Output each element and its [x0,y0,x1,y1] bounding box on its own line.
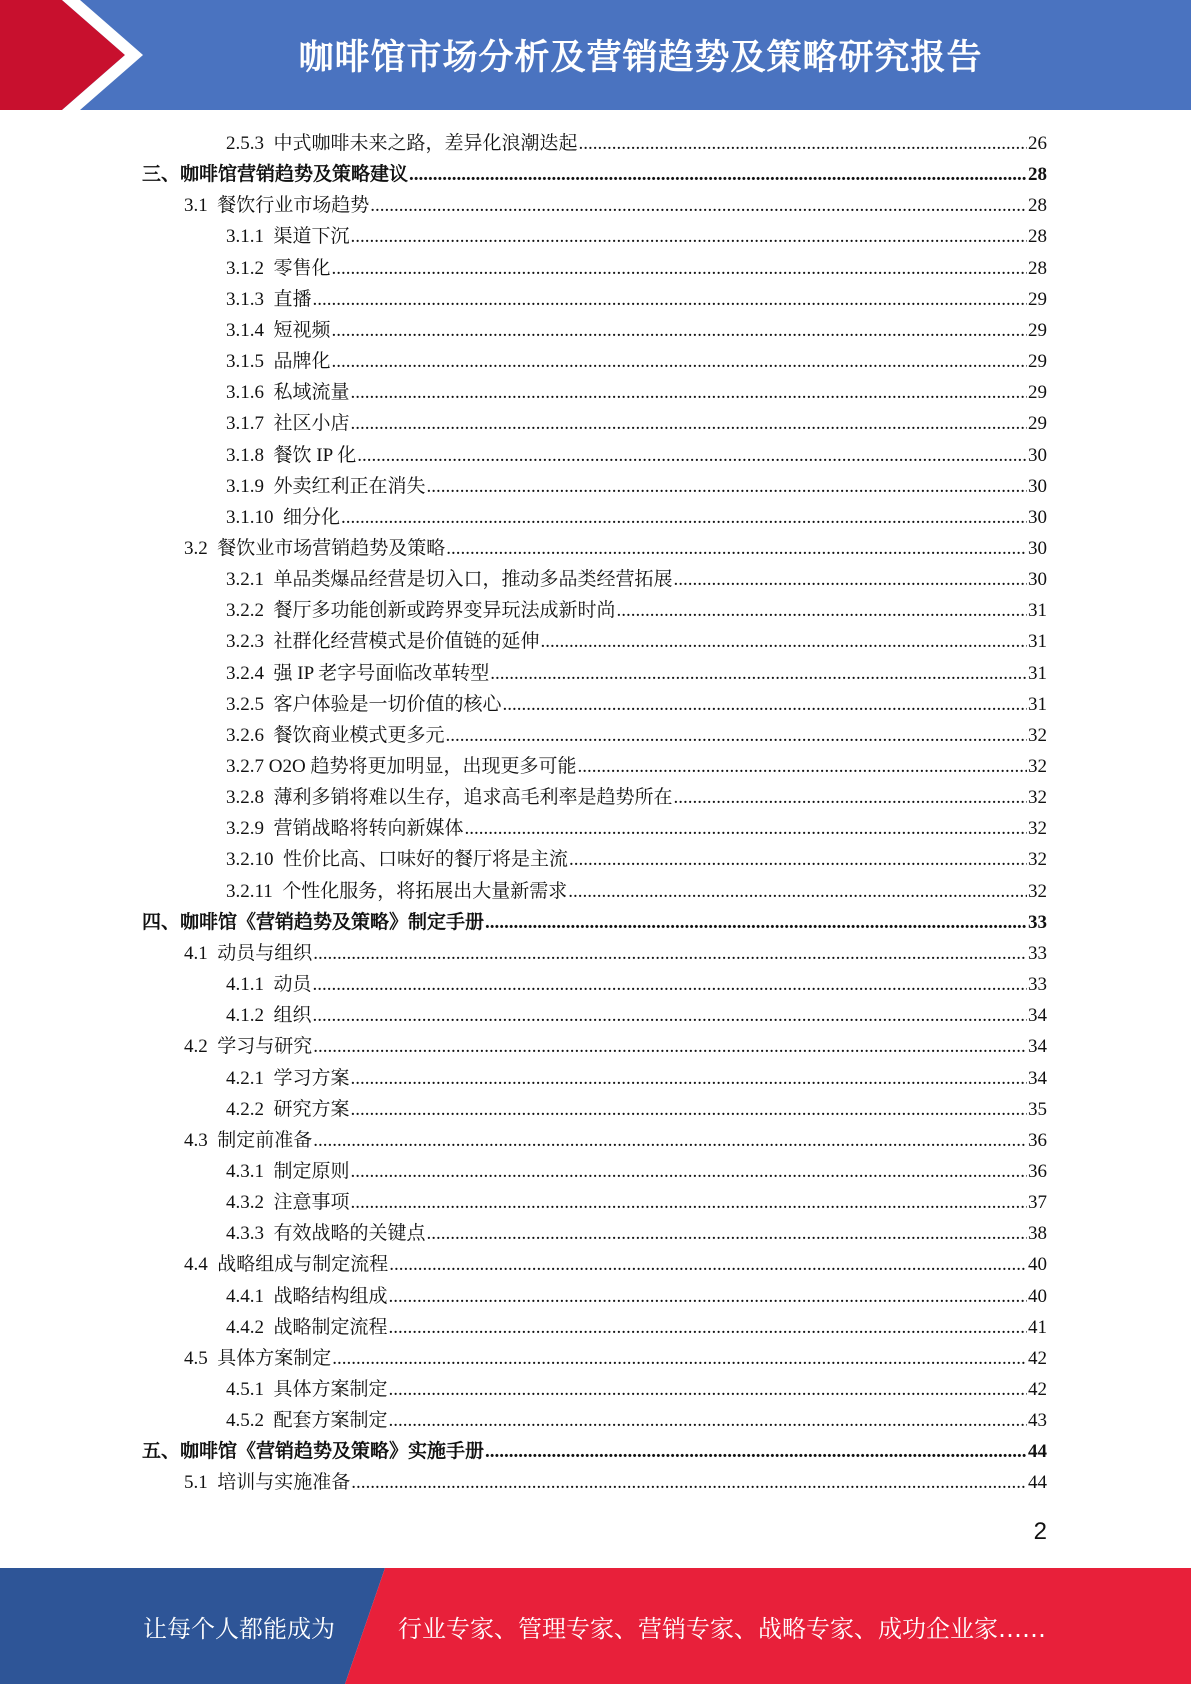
toc-dot-leader [446,720,1027,751]
toc-entry-page: 32 [1028,725,1047,746]
toc-entry[interactable] [226,1281,1047,1312]
toc-entry-page: 37 [1028,1192,1047,1213]
toc-entry-label: 4.5 具体方案制定 [184,1348,332,1369]
report-title: 咖啡馆市场分析及营销趋势及策略研究报告 [298,38,983,78]
toc-entry-page: 44 [1028,1441,1047,1462]
toc-dot-leader [351,1094,1027,1125]
toc-entry-page: 36 [1028,1130,1047,1151]
toc-dot-leader [351,408,1027,439]
toc-entry-label: 3.2.4 强 IP 老字号面临改革转型 [226,663,490,684]
red-chevron-graphic [0,0,150,110]
toc-entry[interactable] [226,876,1047,907]
toc-dot-leader [351,377,1027,408]
toc-entry[interactable] [226,315,1047,346]
toc-entry-label: 3.1.4 短视频 [226,320,331,341]
toc-dot-leader [351,1467,1027,1498]
toc-entry[interactable] [226,1156,1047,1187]
toc-dot-leader [579,128,1027,159]
toc-entry-label: 三、咖啡馆营销趋势及策略建议 [142,164,409,185]
toc-entry-page: 28 [1028,195,1047,216]
toc-dot-leader [569,844,1027,875]
toc-entry-page: 41 [1028,1317,1047,1338]
toc-entry-page: 40 [1028,1286,1047,1307]
toc-dot-leader [446,533,1027,564]
toc-dot-leader [332,315,1027,346]
toc-entry-label: 3.1.10 细分化 [226,507,341,528]
toc-dot-leader [503,689,1027,720]
toc-entry[interactable] [226,782,1047,813]
toc-entry-label: 五、咖啡馆《营销趋势及策略》实施手册 [142,1441,485,1462]
toc-dot-leader [577,751,1027,782]
toc-entry[interactable] [226,1405,1047,1436]
toc-entry-page: 30 [1028,445,1047,466]
toc-entry-label: 3.2.11 个性化服务，将拓展出大量新需求 [226,881,568,902]
toc-dot-leader [313,1000,1027,1031]
toc-dot-leader [389,1249,1027,1280]
toc-entry-page: 44 [1028,1472,1047,1493]
toc-entry[interactable] [184,1249,1047,1280]
toc-entry-page: 36 [1028,1161,1047,1182]
toc-entry-label: 3.1.5 品牌化 [226,351,331,372]
toc-entry[interactable] [226,253,1047,284]
footer-slogan-right: 行业专家、管理专家、营销专家、战略专家、成功企业家…… [398,1614,1046,1643]
toc-entry-label: 3.1 餐饮行业市场趋势 [184,195,370,216]
toc-entry[interactable] [226,595,1047,626]
toc-entry-label: 4.3.2 注意事项 [226,1192,350,1213]
toc-dot-leader [541,626,1027,657]
footer-slogan-left: 让每个人都能成为 [143,1614,335,1643]
toc-entry[interactable] [184,1031,1047,1062]
toc-entry-label: 3.2.7 O2O 趋势将更加明显，出现更多可能 [226,756,577,777]
toc-entry[interactable] [184,1343,1047,1374]
toc-entry[interactable] [226,502,1047,533]
toc-entry[interactable] [226,626,1047,657]
toc-entry[interactable] [142,1436,1047,1467]
toc-entry[interactable] [226,751,1047,782]
toc-entry-page: 30 [1028,476,1047,497]
toc-dot-leader [357,440,1027,471]
toc-entry-label: 3.2.10 性价比高、口味好的餐厅将是主流 [226,849,569,870]
toc-entry-page: 29 [1028,413,1047,434]
toc-entry[interactable] [226,1187,1047,1218]
toc-entry[interactable] [226,689,1047,720]
page-header [0,0,1191,110]
toc-entry-label: 3.1.9 外卖红利正在消失 [226,476,426,497]
toc-entry[interactable] [226,658,1047,689]
toc-entry-page: 32 [1028,881,1047,902]
toc-entry-page: 32 [1028,756,1047,777]
toc-entry[interactable] [184,1467,1047,1498]
toc-entry-page: 29 [1028,289,1047,310]
toc-entry-label: 4.2.2 研究方案 [226,1099,350,1120]
toc-entry-page: 31 [1028,694,1047,715]
toc-entry[interactable] [226,1312,1047,1343]
toc-entry-page: 26 [1028,133,1047,154]
toc-entry[interactable] [226,844,1047,875]
toc-entry-page: 32 [1028,849,1047,870]
toc-entry-label: 5.1 培训与实施准备 [184,1472,351,1493]
toc-dot-leader [351,1063,1027,1094]
toc-dot-leader [313,1125,1027,1156]
toc-dot-leader [341,502,1027,533]
toc-dot-leader [617,595,1027,626]
toc-dot-leader [674,564,1027,595]
toc-entry-label: 4.5.2 配套方案制定 [226,1410,388,1431]
toc-entry-page: 31 [1028,663,1047,684]
toc-dot-leader [313,938,1027,969]
toc-entry-label: 4.2.1 学习方案 [226,1068,350,1089]
toc-entry[interactable] [142,907,1047,938]
page-number: 2 [1033,1518,1047,1545]
toc-entry-page: 28 [1028,164,1047,185]
toc-entry[interactable] [226,720,1047,751]
toc-entry-label: 2.5.3 中式咖啡未来之路，差异化浪潮迭起 [226,133,578,154]
toc-dot-leader [332,253,1027,284]
toc-entry[interactable] [226,408,1047,439]
toc-entry-page: 33 [1028,912,1047,933]
toc-entry-label: 3.2.9 营销战略将转向新媒体 [226,818,464,839]
toc-entry[interactable] [184,533,1047,564]
toc-dot-leader [313,284,1027,315]
toc-entry-page: 34 [1028,1036,1047,1057]
toc-entry-page: 29 [1028,382,1047,403]
toc-dot-leader [389,1374,1027,1405]
toc-entry-label: 3.1.3 直播 [226,289,312,310]
toc-entry-label: 3.2.5 客户体验是一切价值的核心 [226,694,502,715]
toc-entry-page: 29 [1028,351,1047,372]
toc-entry-label: 4.2 学习与研究 [184,1036,313,1057]
toc-dot-leader [409,159,1027,190]
toc-entry-label: 4.4.1 战略结构组成 [226,1286,388,1307]
toc-entry-label: 3.2.6 餐饮商业模式更多元 [226,725,445,746]
toc-entry[interactable] [184,190,1047,221]
toc-entry[interactable] [226,471,1047,502]
toc-entry-page: 38 [1028,1223,1047,1244]
toc-entry-page: 35 [1028,1099,1047,1120]
toc-entry-page: 32 [1028,787,1047,808]
toc-dot-leader [465,813,1027,844]
toc-dot-leader [674,782,1027,813]
toc-entry-label: 3.2 餐饮业市场营销趋势及策略 [184,538,446,559]
page-footer [0,1568,1191,1684]
toc-entry-label: 4.4 战略组成与制定流程 [184,1254,389,1275]
toc-dot-leader [568,876,1027,907]
toc-entry-label: 3.2.8 薄利多销将难以生存，追求高毛利率是趋势所在 [226,787,673,808]
toc-entry-label: 3.2.1 单品类爆品经营是切入口，推动多品类经营拓展 [226,569,673,590]
toc-entry[interactable] [226,1218,1047,1249]
toc-entry-page: 30 [1028,538,1047,559]
toc-dot-leader [389,1312,1027,1343]
toc-entry-label: 3.1.2 零售化 [226,258,331,279]
toc-entry-page: 28 [1028,226,1047,247]
toc-dot-leader [351,1187,1027,1218]
toc-entry-page: 31 [1028,600,1047,621]
toc-entry-label: 4.5.1 具体方案制定 [226,1379,388,1400]
toc-entry-page: 32 [1028,818,1047,839]
toc-entry-label: 4.3 制定前准备 [184,1130,313,1151]
toc-entry-page: 40 [1028,1254,1047,1275]
toc-dot-leader [332,346,1027,377]
toc-entry[interactable] [226,1000,1047,1031]
toc-entry-page: 43 [1028,1410,1047,1431]
toc-entry-label: 3.1.8 餐饮 IP 化 [226,445,357,466]
toc-dot-leader [313,969,1027,1000]
toc-entry-page: 42 [1028,1348,1047,1369]
toc-entry-label: 3.2.3 社群化经营模式是价值链的延伸 [226,631,540,652]
toc-entry[interactable] [226,377,1047,408]
toc-entry[interactable] [226,440,1047,471]
toc-entry-page: 33 [1028,943,1047,964]
toc-entry[interactable] [184,1125,1047,1156]
toc-dot-leader [485,907,1027,938]
toc-entry-page: 33 [1028,974,1047,995]
toc-entry[interactable] [142,159,1047,190]
toc-dot-leader [370,190,1027,221]
toc-entry-page: 30 [1028,569,1047,590]
toc-entry[interactable] [226,1094,1047,1125]
toc-entry-page: 31 [1028,631,1047,652]
toc-dot-leader [427,1218,1027,1249]
toc-entry-label: 3.1.6 私域流量 [226,382,350,403]
toc-entry[interactable] [226,221,1047,252]
toc-entry-label: 4.1.1 动员 [226,974,312,995]
toc-dot-leader [490,658,1027,689]
toc-entry-label: 4.3.1 制定原则 [226,1161,350,1182]
toc-entry[interactable] [226,969,1047,1000]
toc-dot-leader [332,1343,1027,1374]
toc-dot-leader [427,471,1027,502]
toc-dot-leader [485,1436,1027,1467]
toc-entry-page: 34 [1028,1068,1047,1089]
toc-entry-label: 4.3.3 有效战略的关键点 [226,1223,426,1244]
toc-entry[interactable] [226,284,1047,315]
toc-entry-label: 4.4.2 战略制定流程 [226,1317,388,1338]
toc-dot-leader [389,1281,1027,1312]
toc-entry[interactable] [226,1063,1047,1094]
toc-entry[interactable] [184,938,1047,969]
toc-entry-label: 4.1.2 组织 [226,1005,312,1026]
toc-entry-page: 28 [1028,258,1047,279]
toc-entry-page: 29 [1028,320,1047,341]
toc-entry[interactable] [226,128,1047,159]
toc-entry-label: 3.1.1 渠道下沉 [226,226,350,247]
toc-dot-leader [351,221,1027,252]
toc-entry[interactable] [226,1374,1047,1405]
toc-entry-page: 42 [1028,1379,1047,1400]
toc-entry-page: 34 [1028,1005,1047,1026]
toc-entry-label: 四、咖啡馆《营销趋势及策略》制定手册 [142,912,485,933]
toc-dot-leader [313,1031,1027,1062]
toc-entry[interactable] [226,813,1047,844]
toc-dot-leader [351,1156,1027,1187]
toc-dot-leader [389,1405,1027,1436]
toc-entry-label: 3.1.7 社区小店 [226,413,350,434]
toc-entry-label: 4.1 动员与组织 [184,943,313,964]
toc-entry-page: 30 [1028,507,1047,528]
toc-entry-label: 3.2.2 餐厅多功能创新或跨界变异玩法成新时尚 [226,600,616,621]
toc-entry[interactable] [226,564,1047,595]
toc-entry[interactable] [226,346,1047,377]
